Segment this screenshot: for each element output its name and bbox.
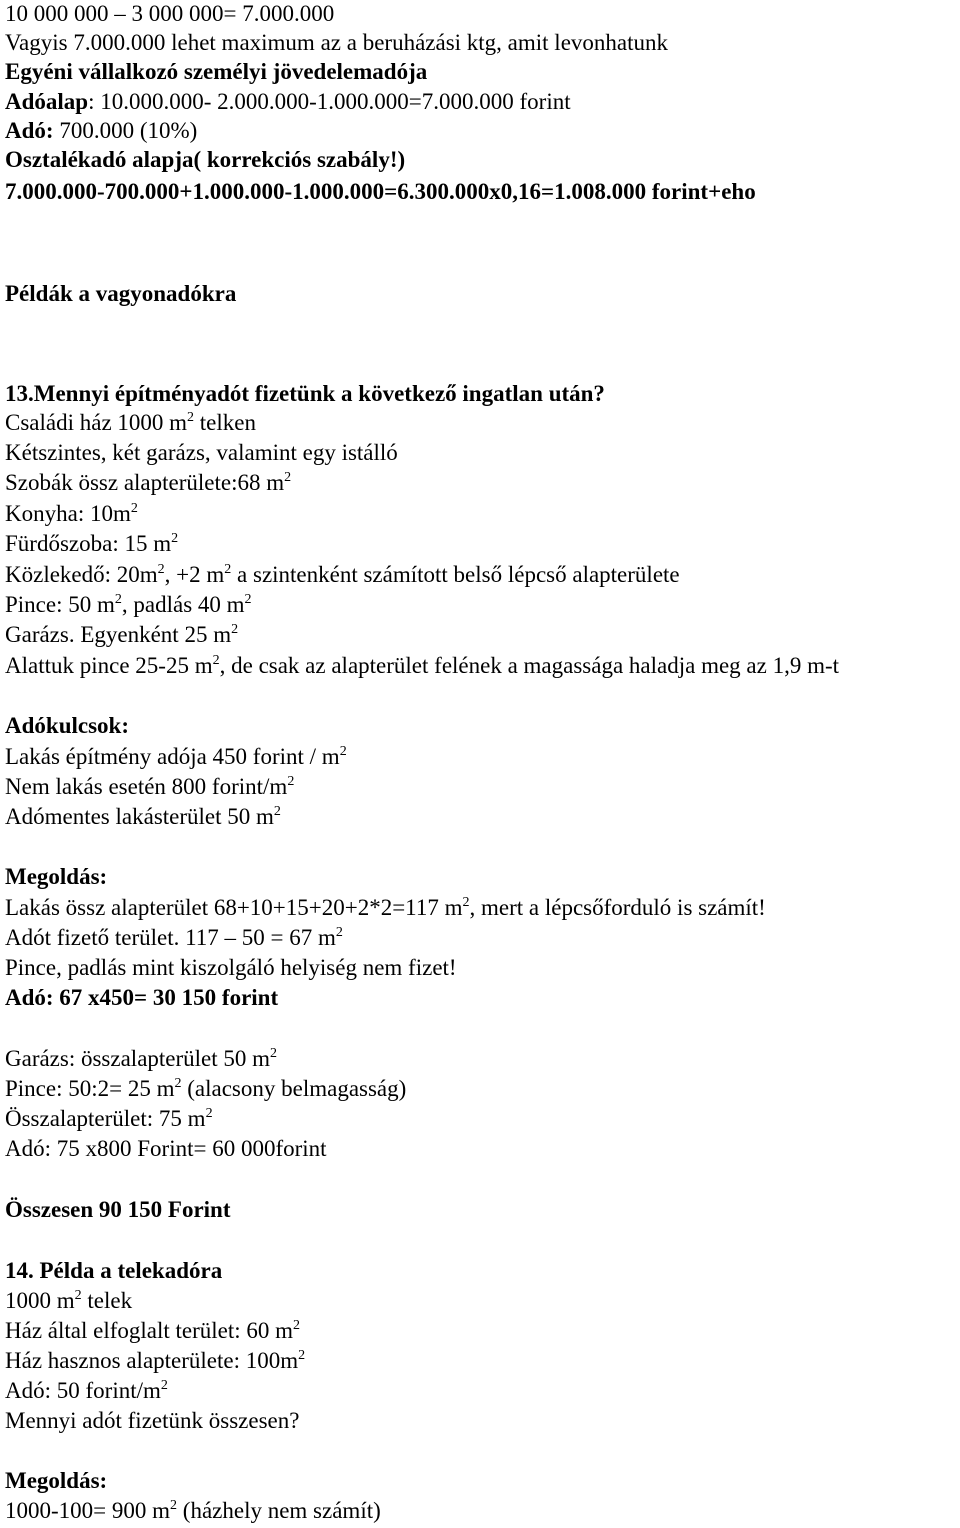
text-line: Összalapterület: 75 $m^2$ <box>5 1106 213 1131</box>
subheading: Megoldás: <box>5 864 108 889</box>
text-line: Lakás építmény adója 450 forint / $m^2$ <box>5 744 347 769</box>
question-13: 13.Mennyi építményadót fizetünk a következő ingatlan után? <box>5 381 605 406</box>
text-line: Vagyis 7.000.000 lehet maximum az a beruházási ktg, amit levonhatunk <box>5 30 669 55</box>
example-14-title: 14. Példa a telekadóra <box>5 1258 223 1283</box>
subheading: Adókulcsok: <box>5 713 129 738</box>
text-line: Adót fizető terület. 117 – 50 = 67 $m^2$ <box>5 925 343 950</box>
text-line: Közlekedő: $20m^2$, +2 $m^2$ a szintenként számított belső lépcső alapterülete <box>5 562 680 587</box>
text-line: Adó: 700.000 (10%) <box>5 118 198 143</box>
text-line: Garázs: összalapterület 50 $m^2$ <box>5 1046 278 1071</box>
text-line: Fürdőszoba: 15 $m^2$ <box>5 531 179 556</box>
result-line: Adó: 67 x450= 30 150 forint <box>5 985 279 1010</box>
text-line: Ház hasznos alapterülete: $100m^2$ <box>5 1348 306 1373</box>
text-line: Lakás össz alapterület 68+10+15+20+2*2=117 $m^2$, mert a lépcsőforduló is számít! <box>5 895 766 920</box>
text-line: Ház által elfoglalt terület: 60 $m^2$ <box>5 1318 301 1343</box>
text-line: Adó: 75 x800 Forint= 60 000forint <box>5 1136 327 1161</box>
text-line: Alattuk pince 25-25 $m^2$, de csak az alapterület felének a magassága haladja meg az 1,9 m-t <box>5 653 840 678</box>
heading: Osztalékadó alapja( korrekciós szabály!) <box>5 147 406 172</box>
text-line: Nem lakás esetén 800 forint/$m^2$ <box>5 774 295 799</box>
text-line: Pince: 50 $m^2$, padlás 40 $m^2$ <box>5 592 252 617</box>
subheading: Megoldás: <box>5 1468 108 1493</box>
text-line: Adó: 50 forint/$m^2$ <box>5 1378 168 1403</box>
text-line: Pince: 50:2= 25 $m^2$ (alacsony belmagasság) <box>5 1076 407 1101</box>
heading: Egyéni vállalkozó személyi jövedelemadója <box>5 59 428 84</box>
text-line: Garázs. Egyenként 25 $m^2$ <box>5 622 239 647</box>
calculation-line: 7.000.000-700.000+1.000.000-1.000.000=6.300.000x0,16=1.008.000 forint+eho <box>5 179 756 204</box>
text-line: Adómentes lakásterület 50 $m^2$ <box>5 804 281 829</box>
text-line: 1000-100= 900 $m^2$ (házhely nem számít) <box>5 1498 381 1523</box>
text-line: Adóalap: 10.000.000- 2.000.000-1.000.000=7.000.000 forint <box>5 89 571 114</box>
text-line: Mennyi adót fizetünk összesen? <box>5 1408 300 1433</box>
text-line: 1000 $m^2$ telek <box>5 1288 133 1313</box>
text-line: Konyha: $10m^2$ <box>5 501 138 526</box>
text-line: Pince, padlás mint kiszolgáló helyiség nem fizet! <box>5 955 457 980</box>
total-line: Összesen 90 150 Forint <box>5 1197 231 1222</box>
text-line: Szobák össz alapterülete:68 $m^2$ <box>5 470 292 495</box>
section-title: Példák a vagyonadókra <box>5 281 237 306</box>
text-line: 10 000 000 – 3 000 000= 7.000.000 <box>5 1 335 26</box>
text-line: Családi ház 1000 $m^2$ telken <box>5 410 256 435</box>
text-line: Kétszintes, két garázs, valamint egy istálló <box>5 440 398 465</box>
